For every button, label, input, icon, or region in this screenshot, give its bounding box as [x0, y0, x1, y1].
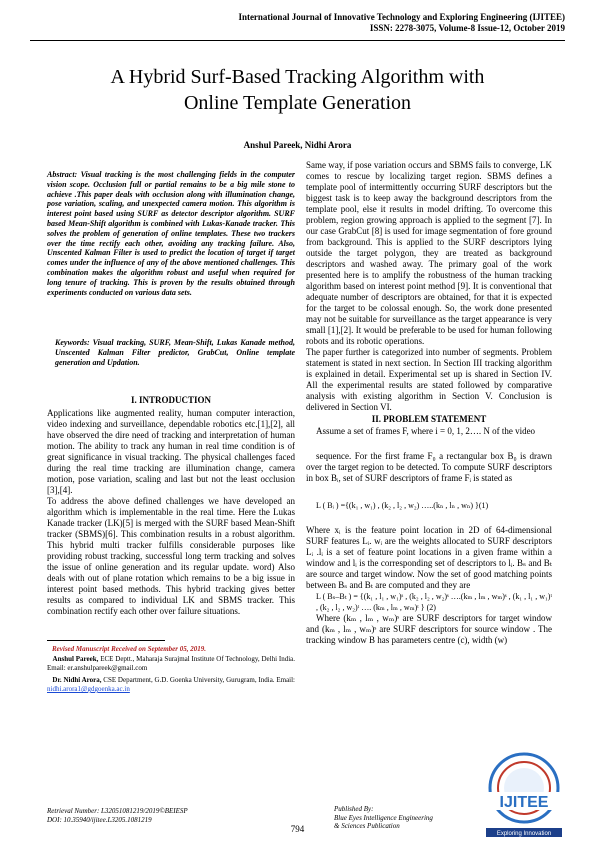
logo-wordmark: IJITEE [499, 794, 549, 811]
journal-logo [478, 748, 570, 840]
logo-tagline: Exploring Innovation [496, 831, 552, 837]
author2-email-link[interactable]: nidhi.arora1@gdgoenka.ac.in [47, 685, 130, 693]
equation-1: L ( Bᵢ ) ={(k₁ , w₁) , (k₂ , l₂ , w₂) …..(kₙ , lₙ , wₙ) }(1) [316, 501, 489, 510]
published-by: Published By: [334, 805, 374, 813]
abstract-text: Visual tracking is the most challenging fields in the computer vision scope. Occlusion full or partial remains to be a big mile stone to achieve .This paper deals with occlusion along with illumination change, pose variation, scaling, and unexpected camera motion. This algorithm is interest point based using SURF as detector descriptor algorithm. SURF based Mean-Shift algorithm is combined with Lukas-Kanade tracker. This solves the problem of generation of online templates. These two trackers over the time rectify each other, avoiding any tracking failure. Also, Unscented Kalman Filter is used to predict the location of target if target comes under the influence of any of the above mentioned challenges. This combination makes the algorithm robust and useful when required for long tenure of tracking. This is proven by the results obtained through experiments conducted on various data sets. [47, 170, 295, 297]
page-number: 794 [290, 824, 305, 834]
keywords-text: Visual tracking, SURF, Mean-Shift, Lukas Kanade method, Unscented Kalman Filter predictor, GrabCut, Online template generation and Updation. [55, 338, 296, 367]
publisher-line-2: & Sciences Publication [334, 822, 400, 830]
keywords-label: Keywords: [55, 338, 90, 347]
retrieval-number: Retrieval Number: L32051081219/2019©BEIESP [47, 807, 188, 815]
abstract [47, 170, 295, 297]
publisher-line-1: Blue Eyes Intelligence Engineering [334, 813, 433, 822]
author2-text: CSE Department, G.D. Goenka University, Gurugram, India. Email: [103, 676, 296, 684]
authors: Anshul Pareek, Nidhi Arora [243, 140, 352, 150]
intro-paragraph-2: To address the above defined challenges we have developed an algorithm which is implementable in the real time. Here the Lukas Kanade tracker (LK)[5] is merged with the SURF based Mean-Shift tracker (SBMS)[6]. This combination results in a robust algorithm. This hybrid multi tracker fulfills considerable purposes like providing robust tracking, successful long term tracking and solves the issue of online generation and its regular update. word) Also deals with out of plane rotation which remains to be a big issue in interest point based methods. This hybrid tracking gives better results as compared to individual LK and SBMS tracker. This combination rectify each other over failure situations. [47, 496, 295, 616]
title-line-1: A Hybrid Surf-Based Tracking Algorithm with [110, 66, 485, 88]
problem-heading: II. PROBLEM STATEMENT [371, 414, 487, 424]
issn-line: ISSN: 2278-3075, Volume-8 Issue-12, October 2019 [369, 23, 565, 33]
journal-header [238, 12, 565, 34]
header-rule [30, 40, 565, 41]
author2-affiliation [47, 676, 295, 694]
author2-name: Dr. Nidhi Arora, [52, 676, 102, 684]
abstract-label: Abstract: [47, 170, 78, 179]
footer-left [47, 807, 188, 825]
journal-name: International Journal of Innovative Technology and Exploring Engineering (IJITEE) [238, 12, 565, 22]
title-line-2: Online Template Generation [183, 92, 412, 114]
footnote-rule [47, 640, 165, 641]
author1-text: ECE Deptt., Maharaja Surajmal Institute Of Technology, Delhi India. Email: er.anshulpareek@gmail.com [47, 655, 296, 672]
keywords [55, 338, 295, 367]
paper-title [40, 64, 555, 116]
intro-body [47, 408, 295, 617]
intro-heading: I. INTRODUCTION [130, 395, 211, 405]
doi: DOI: 10.35940/ijitee.L3205.1081219 [47, 816, 152, 824]
right-paragraph-2: The paper further is categorized into number of segments. Problem statement is stated in next section. In Section III tracking algorithm is explained in detail. Experimental set up is shared in Section IV. All the experimental results are stated followed by comparative analysis with existing algorithm in Section V. Conclusion is delivered in Section VI. [306, 347, 552, 412]
problem-paragraph-3: Where xᵢ is the feature point location in 2D of 64-dimensional SURF features Lᵢ. wᵢ are the weights allocated to SURF descriptors Lᵢ .lᵢ is a set of feature point locations in a given frame within a window and lᵢ is the corresponding set of descriptors to lᵢ. Bₛ and Bₜ are source and target window. Now the set of good matching points between Bₛ and Bₜ are computed and they are [306, 525, 552, 590]
author1-affiliation [47, 655, 295, 673]
equation-2: L ( Bₛ–Bₜ ) = {(k₁ , l₁ , w₁)ˢ , (k₂ , l₂ , w₂)ˢ ….(kₘ , lₘ , wₘ)ˢ , (k₁ , l₁ , w₁)ᵗ , (k₂ , l₂ , w₂)ᵗ …. (kₘ , lₘ , wₘ)ᵗ } (2) [316, 592, 552, 612]
problem-paragraph-4: Where (kₘ , lₘ , wₘ)ˢ are SURF descriptors for target window and (kₘ , lₘ , wₘ)ˢ are SURF descriptors for source window . The tracking window B has parameters centre (c), width (w) [306, 613, 552, 645]
received-note: Revised Manuscript Received on September 05, 2019. [52, 645, 206, 653]
problem-paragraph-1: Assume a set of frames F, where i = 0, 1, 2…. N of the video [316, 426, 536, 436]
logo-graphic [478, 748, 570, 840]
right-paragraph-1: Same way, if pose variation occurs and SBMS fails to converge, LK comes to rescue by localizing target region. SBMS defines a template pool of intermittently occurring SURF descriptors but the biggest task is to keep away the background descriptors from the template pool, else it results in model drifting. To overcome this problem, region growing approach is applied to the segment [7]. In our case GrabCut [8] is used for image segmentation of fore ground from background. This is applied to the SURF descriptors lying outside the target polygon, they are treated as background descriptors and washed away. The primary goal of the work presented here is to amplify the robustness of the human tracking algorithm based on interest point method [9]. It is conventional that adequate number of descriptors are obtained, for that it is expected for the target to be colossal enough. So, the work done presented may not be suitable for surveillance as the target appearance is very small [1],[2]. It would be preferable to be used for human following robots and its robotic operations. [306, 160, 552, 346]
intro-paragraph-1: Applications like augmented reality, human computer interaction, video indexing and surveillance, dependable robotics etc.[1],[2], all have observed the dire need of tracking and interpretation of human motion. The ability to track any human in real time condition is of great significance in visual tracking. The physical challenges faced during the real time tracking are illumination change, camera motion, pose variation, scaling and last but not the least occlusion [3],[4]. [47, 408, 295, 495]
right-column [306, 160, 552, 646]
problem-paragraph-2: sequence. For the first frame F₀ a rectangular box B₀ is drawn over the target region to be detected. To compute SURF descriptors in box Bᵢ, set of SURF descriptors of frame Fᵢ is stated as [306, 451, 552, 483]
author1-name: Anshul Pareek, [52, 655, 99, 663]
